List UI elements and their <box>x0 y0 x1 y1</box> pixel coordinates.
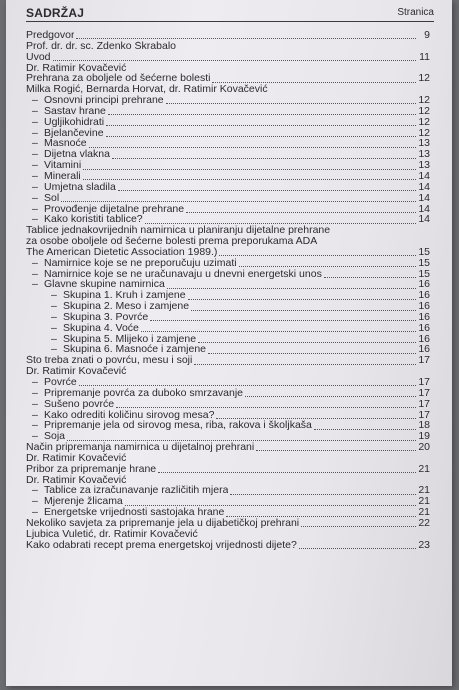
toc-page-number: 15 <box>418 256 430 269</box>
dash-marker: – <box>32 214 38 226</box>
dot-leader <box>118 183 416 191</box>
toc-entry <box>26 138 430 149</box>
toc-entry-text <box>26 41 176 52</box>
dot-leader <box>61 194 416 202</box>
dash-marker: – <box>51 322 57 334</box>
toc-page-number: 12 <box>418 94 430 107</box>
toc-entry-text <box>51 334 196 345</box>
toc-entry-text <box>32 410 214 421</box>
toc-page-number: 16 <box>418 278 430 291</box>
dot-leader <box>167 281 416 289</box>
toc-page-number: 9 <box>424 29 430 41</box>
toc-entry <box>26 30 430 41</box>
toc-entry-label: Pribor za pripremanje hrane <box>26 463 157 475</box>
toc-entry-label: Prehrana za oboljele od šećerne bolesti <box>26 73 211 85</box>
toc-entry-label: Ugljikohidrati <box>44 116 105 128</box>
dash-marker: – <box>51 344 57 356</box>
toc-entry-text <box>26 52 51 63</box>
toc-page-number: 22 <box>418 516 430 529</box>
toc-entry-label: Skupina 1. Kruh i zamjene <box>63 290 186 302</box>
toc-entry <box>26 312 430 323</box>
toc-entry-label: Tablice jednakovrijednih namirnica u planiranju dijetalne prehrane <box>26 225 331 237</box>
dot-leader <box>256 443 416 451</box>
dot-leader <box>230 487 416 495</box>
toc-entry-text <box>32 507 224 518</box>
toc-entry-text <box>26 247 217 258</box>
toc-entry-text <box>32 388 243 399</box>
toc-entry-label: Kako odabrati recept prema energetskoj vrijednosti dijete? <box>26 539 297 551</box>
toc-page-number: 21 <box>418 506 430 519</box>
toc-entry <box>26 388 430 399</box>
toc-entry-label: Dr. Ratimir Kovačević <box>26 62 127 74</box>
toc-page-number: 16 <box>418 332 430 345</box>
toc-entry-label: Masnoće <box>44 138 87 150</box>
toc-entry-label: Energetske vrijednosti sastojaka hrane <box>44 507 225 518</box>
dash-marker: – <box>51 301 57 312</box>
dot-leader <box>186 205 416 213</box>
toc-entry-label: Ljubica Vuletić, dr. Ratimir Kovačević <box>26 528 198 540</box>
toc-entry <box>26 247 430 258</box>
toc-entry <box>26 52 430 63</box>
toc-entry <box>26 496 430 507</box>
toc-page-number: 23 <box>418 538 430 551</box>
toc-entry <box>26 518 430 529</box>
toc-page-number: 16 <box>418 310 430 323</box>
toc-entry-label: za osobe oboljele od šećerne bolesti prema preporukama ADA <box>26 236 318 247</box>
toc-entry-text <box>26 540 297 551</box>
dot-leader <box>219 248 416 256</box>
dot-leader <box>239 259 416 267</box>
toc-entry-label: Osnovni principi prehrane <box>44 95 164 106</box>
dash-marker: – <box>32 409 38 421</box>
dot-leader <box>108 107 416 115</box>
dot-leader <box>150 313 416 321</box>
toc-entry-text <box>32 485 228 496</box>
toc-entry-text <box>26 475 126 486</box>
toc-entry <box>26 290 430 301</box>
toc-page-number: 17 <box>418 408 430 421</box>
toc-entry-label: Skupina 2. Meso i zamjene <box>63 301 190 312</box>
toc-entry-text <box>32 204 184 215</box>
toc-entry-label: Sušeno povrće <box>44 398 115 410</box>
toc-entry-label: Skupina 4. Voće <box>63 322 139 334</box>
toc-entry-text <box>51 312 148 323</box>
toc-entry-text <box>32 214 143 225</box>
toc-page-number: 16 <box>418 300 430 313</box>
toc-entry <box>26 485 430 496</box>
toc-entry-label: Soja <box>44 431 66 443</box>
toc-entry <box>26 507 430 518</box>
dash-marker: – <box>32 377 38 388</box>
dot-leader <box>208 346 416 354</box>
toc-entry-text <box>26 453 126 464</box>
toc-entry-label: Namirnice koje se ne uračunavaju u dnevni energetski unos <box>44 268 322 280</box>
toc-entry-text <box>32 95 164 106</box>
dash-marker: – <box>32 268 38 280</box>
toc-entry-text <box>32 106 106 117</box>
toc-page-number: 11 <box>419 50 430 63</box>
dash-marker: – <box>32 496 38 508</box>
toc-entry-text <box>51 301 189 312</box>
dot-leader <box>106 129 416 137</box>
toc-page-number: 13 <box>418 137 430 150</box>
toc-entry-text <box>26 225 330 236</box>
dot-leader <box>324 270 416 278</box>
toc-entry-label: Namirnice koje se ne preporučuju uzimati <box>44 257 237 269</box>
toc-page-number: 21 <box>418 462 430 475</box>
toc-entry <box>26 301 430 312</box>
dash-marker: – <box>32 127 38 139</box>
dot-leader <box>67 433 416 441</box>
toc-entry <box>26 73 430 84</box>
toc-page-number: 14 <box>418 202 430 215</box>
toc-entry-label: Skupina 6. Masnoće i zamjene <box>63 344 206 356</box>
dot-leader <box>301 519 416 527</box>
toc-entry-label: Skupina 5. Mlijeko i zamjene <box>63 333 197 345</box>
toc-entry-label: Pripremanje jela od sirovog mesa, riba, rakova i školjkaša <box>44 420 312 432</box>
toc-page-number: 12 <box>418 104 430 117</box>
toc-entry <box>26 84 430 95</box>
dash-marker: – <box>32 170 38 182</box>
toc-entry <box>26 323 430 334</box>
dash-marker: – <box>32 431 38 443</box>
toc-page-number: 14 <box>418 213 430 226</box>
toc-entry <box>26 420 430 431</box>
dot-leader <box>145 216 416 224</box>
dot-leader <box>226 509 416 517</box>
toc-page-number: 21 <box>418 484 430 497</box>
toc-entry <box>26 182 430 193</box>
toc-entry <box>26 410 430 421</box>
toc-entry <box>26 106 430 117</box>
dot-leader <box>216 411 416 419</box>
toc-entry-text <box>32 160 81 171</box>
toc-entry-label: Povrće <box>44 377 77 388</box>
dash-marker: – <box>51 290 57 302</box>
toc-list <box>26 30 430 551</box>
toc-page-number: 16 <box>418 343 430 356</box>
toc-entry-label: Tablice za izračunavanje različitih mjera <box>44 485 229 497</box>
toc-entry <box>26 171 430 182</box>
toc-entry <box>26 117 430 128</box>
toc-entry-text <box>32 399 114 410</box>
toc-page-number: 14 <box>418 191 430 204</box>
toc-entry-text <box>32 117 104 128</box>
dash-marker: – <box>32 138 38 150</box>
toc-page-number: 17 <box>418 397 430 410</box>
toc-entry-label: Glavne skupine namirnica <box>44 279 165 291</box>
toc-entry-text <box>32 193 59 204</box>
toc-entry-text <box>26 63 126 74</box>
toc-entry-label: Mjerenje žlicama <box>44 496 123 508</box>
toc-entry-text <box>26 30 74 41</box>
dot-leader <box>125 498 416 506</box>
toc-entry-text <box>32 420 312 431</box>
toc-entry <box>26 431 430 442</box>
toc-entry-label: Uvod <box>26 51 51 63</box>
toc-page-number: 17 <box>418 354 430 367</box>
toc-page-number: 12 <box>418 126 430 139</box>
dot-leader <box>53 53 416 61</box>
toc-page-number: 16 <box>418 289 430 302</box>
toc-page-number: 15 <box>418 267 430 280</box>
toc-entry <box>26 453 430 464</box>
toc-entry-text <box>32 258 237 269</box>
dot-leader <box>188 292 416 300</box>
toc-entry <box>26 540 430 551</box>
toc-entry <box>26 128 430 139</box>
toc-entry-label: Dr. Ratimir Kovačević <box>26 474 127 486</box>
toc-entry <box>26 355 430 366</box>
dot-leader <box>212 75 416 83</box>
toc-entry <box>26 464 430 475</box>
toc-page-number: 17 <box>418 376 430 388</box>
dot-leader <box>76 31 416 39</box>
toc-entry-text <box>32 431 65 442</box>
toc-entry <box>26 95 430 106</box>
dot-leader <box>112 151 416 159</box>
toc-entry <box>26 442 430 453</box>
toc-entry-label: Pripremanje povrća za duboko smrzavanje <box>44 387 244 399</box>
dash-marker: – <box>51 333 57 345</box>
toc-entry-label: Dijetna vlakna <box>44 149 110 161</box>
toc-entry-text <box>32 279 165 290</box>
toc-entry-text <box>26 236 317 247</box>
toc-page-number: 20 <box>418 441 430 454</box>
toc-entry-label: Prof. dr. dr. sc. Zdenko Škrabalo <box>26 40 176 52</box>
dash-marker: – <box>32 116 38 128</box>
dot-leader <box>83 162 416 170</box>
toc-entry <box>26 269 430 280</box>
toc-page-number: 18 <box>418 419 430 432</box>
toc-entry-text <box>51 344 206 355</box>
toc-entry-label: Nekoliko savjeta za pripremanje jela u dijabetičkoj prehrani <box>26 517 300 529</box>
toc-entry <box>26 160 430 171</box>
dot-leader <box>83 172 416 180</box>
toc-entry-label: Provođenje dijetalne prehrane <box>44 203 185 215</box>
dash-marker: – <box>32 420 38 432</box>
toc-page-number: 19 <box>418 430 430 443</box>
toc-entry <box>26 41 430 52</box>
toc-entry-label: Dr. Ratimir Kovačević <box>26 366 127 377</box>
dot-leader <box>116 400 416 408</box>
dot-leader <box>89 140 416 148</box>
toc-entry <box>26 366 430 377</box>
toc-title: SADRŽAJ <box>26 6 85 20</box>
dash-marker: – <box>32 160 38 171</box>
toc-entry-label: Kako koristiti tablice? <box>44 214 143 226</box>
toc-entry <box>26 279 430 290</box>
toc-entry <box>26 475 430 486</box>
dot-leader <box>166 96 416 104</box>
toc-entry-text <box>32 496 123 507</box>
toc-entry <box>26 236 430 247</box>
toc-page-number: 21 <box>418 495 430 508</box>
toc-entry-text <box>51 290 186 301</box>
dash-marker: – <box>32 507 38 518</box>
toc-entry-label: Sastav hrane <box>44 105 106 117</box>
toc-page-number: 12 <box>418 115 430 128</box>
toc-entry-text <box>26 366 126 377</box>
dash-marker: – <box>51 311 57 323</box>
toc-page-number: 12 <box>418 72 430 85</box>
toc-entry-label: Što treba znati o povrću, mesu i soji <box>26 355 193 367</box>
toc-entry-label: Kako odrediti količinu sirovog mesa? <box>44 409 215 421</box>
toc-entry-text <box>26 518 299 529</box>
dash-marker: – <box>32 279 38 291</box>
toc-entry-text <box>26 464 156 475</box>
toc-entry-text <box>26 355 192 366</box>
toc-entry-text <box>51 323 139 334</box>
toc-entry <box>26 399 430 410</box>
toc-entry-text <box>26 529 198 540</box>
toc-entry-label: Predgovor <box>26 30 75 41</box>
dot-leader <box>194 357 416 365</box>
dash-marker: – <box>32 203 38 215</box>
toc-entry-text <box>26 442 254 453</box>
toc-page-number: 13 <box>418 159 430 172</box>
toc-entry-label: Umjetna sladila <box>44 181 116 193</box>
dot-leader <box>198 335 416 343</box>
dash-marker: – <box>32 95 38 106</box>
toc-entry-label: Skupina 3. Povrće <box>63 311 149 323</box>
toc-entry-label: Sol <box>44 192 60 204</box>
toc-entry-label: Vitamini <box>44 160 82 171</box>
toc-page-number: 17 <box>418 386 430 399</box>
dot-leader <box>106 118 416 126</box>
toc-entry-label: Milka Rogić, Bernarda Horvat, dr. Ratimir Kovačević <box>26 84 268 96</box>
book-page <box>6 0 452 686</box>
dash-marker: – <box>32 387 38 399</box>
toc-entry-text <box>32 128 104 139</box>
dot-leader <box>79 378 416 386</box>
toc-entry <box>26 258 430 269</box>
toc-entry <box>26 63 430 74</box>
toc-entry <box>26 149 430 160</box>
toc-entry <box>26 344 430 355</box>
dash-marker: – <box>32 105 38 117</box>
toc-entry-text <box>32 138 87 149</box>
toc-entry <box>26 204 430 215</box>
dot-leader <box>158 465 416 473</box>
toc-page-number: 14 <box>418 180 430 193</box>
toc-entry <box>26 225 430 236</box>
page-column-label: Stranica <box>397 7 434 18</box>
toc-entry-text <box>32 377 77 388</box>
header-rule <box>26 21 434 22</box>
toc-entry-text <box>26 73 210 84</box>
dash-marker: – <box>32 257 38 269</box>
toc-page-number: 16 <box>418 321 430 334</box>
toc-page-number: 15 <box>418 245 430 258</box>
toc-entry <box>26 193 430 204</box>
toc-page-number: 14 <box>418 169 430 182</box>
dash-marker: – <box>32 398 38 410</box>
toc-entry-text <box>26 84 268 95</box>
dot-leader <box>141 324 416 332</box>
dash-marker: – <box>32 192 38 204</box>
dash-marker: – <box>32 149 38 161</box>
toc-entry-text <box>32 269 322 280</box>
toc-entry <box>26 529 430 540</box>
dot-leader <box>191 303 416 311</box>
toc-entry-label: Minerali <box>44 170 81 182</box>
dash-marker: – <box>32 485 38 497</box>
toc-entry <box>26 334 430 345</box>
toc-entry <box>26 214 430 225</box>
toc-entry-label: Bjelančevine <box>44 127 104 139</box>
toc-page-number: 13 <box>418 148 430 161</box>
toc-entry-label: The American Dietetic Association 1989.) <box>26 246 218 258</box>
toc-entry-label: Dr. Ratimir Kovačević <box>26 452 127 464</box>
toc-entry-text <box>32 171 81 182</box>
toc-entry-label: Način pripremanja namirnica u dijetalnoj prehrani <box>26 442 255 453</box>
dot-leader <box>245 389 416 397</box>
toc-entry <box>26 377 430 388</box>
toc-entry-text <box>32 149 110 160</box>
toc-header <box>26 6 434 22</box>
dash-marker: – <box>32 181 38 193</box>
dot-leader <box>299 541 416 549</box>
dot-leader <box>314 422 416 430</box>
toc-entry-text <box>32 182 116 193</box>
